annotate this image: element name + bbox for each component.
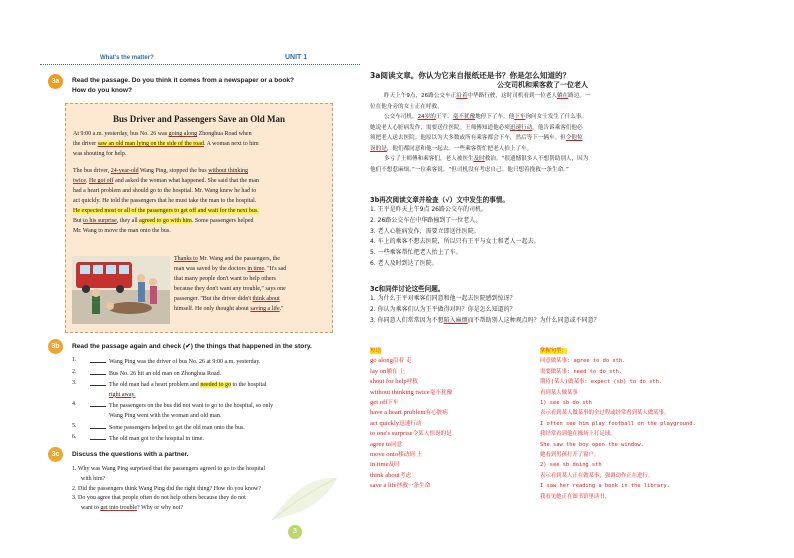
- phrase-item: [370, 388, 452, 398]
- pattern-line: I often see him play football on the playground.: [540, 420, 696, 427]
- phrases-list: [370, 346, 452, 492]
- list-item: [72, 433, 362, 445]
- phrase-get-into-trouble-cn: 陷入麻烦: [443, 316, 468, 324]
- phrase-cn: 拯救一条生命: [396, 483, 431, 490]
- text: was shouting for help.: [73, 151, 127, 157]
- cn-paragraph-2: [370, 112, 758, 154]
- phrase-cn: 令某人惊讶的是: [412, 431, 452, 438]
- text: , they all: [116, 218, 140, 224]
- item-text: The old man got to the hospital in time.: [109, 436, 204, 443]
- phrase-item: [370, 367, 452, 377]
- text: Mr. Wang to move the man onto the bus.: [73, 228, 171, 234]
- phrase-cn: 躺在 上: [386, 368, 405, 375]
- cn-3c-list: [370, 294, 600, 326]
- item-number: 4.: [72, 401, 77, 408]
- check-blank[interactable]: [90, 400, 106, 407]
- phrase-saving-a-life: saving a life: [250, 306, 280, 312]
- phrase-en: save a life: [370, 482, 397, 490]
- text: Zhonghua Road when: [197, 131, 252, 137]
- cn-paragraph-3: [370, 154, 758, 175]
- check-blank[interactable]: [90, 433, 106, 440]
- header-dotted-rule: [40, 64, 360, 65]
- phrase-item: [370, 450, 452, 460]
- list-item: [72, 368, 362, 380]
- underlined-phrase: 躺在: [556, 93, 569, 99]
- instruction-3c: Discuss the questions with a partner.: [72, 451, 189, 458]
- pattern-line: She saw the boy open the window.: [540, 441, 644, 448]
- cn-passage-title: 公交司机和乘客救了一位老人: [497, 81, 588, 89]
- text: 她说老人心脏病发作，需要送往医院。王师傅知道他必须: [370, 124, 510, 131]
- text: passenger. "But the driver didn't: [174, 296, 253, 302]
- text: Mr. Wang and the passengers, the: [197, 256, 280, 262]
- list-item-continued: [72, 391, 362, 401]
- pattern-line: 我看见她正在图书馆里读书。: [540, 493, 611, 500]
- list-item: 4. 车上的乘客不想去医院，所以只有王平与女士和老人一起去。: [370, 238, 540, 246]
- phrase-en: shout for help: [370, 378, 407, 386]
- item-number: 1.: [72, 357, 77, 363]
- text: 多亏了王师傅和乘客们，老人被医生: [384, 156, 474, 162]
- list-item: 1. 王平是昨天上午9点 26路公交车的司机。: [370, 206, 487, 213]
- underlined-phrase: 及时: [473, 156, 485, 162]
- cn-line: 他们不想惹麻烦，”一位乘客说。“但司机没有考虑自己。他只想着挽救一条生命。”: [370, 166, 569, 173]
- pattern-line: 表示看到某人做某事的全过程或经常看到某人做某事。: [540, 410, 670, 417]
- item-text: to the hospital: [230, 382, 267, 389]
- cn-3a-title: 3a阅读文章。你认为它来自报纸还是书？你是怎么知道的？: [370, 71, 571, 80]
- pattern-line: 我经常看到他在操场上打足球。: [540, 431, 616, 438]
- phrase-en: move onto: [370, 451, 399, 459]
- phrase-item: [370, 398, 452, 408]
- text: ，他们都同意和他一起去。一些乘客帮忙把老人抬上了车。: [386, 145, 533, 152]
- phrase-cn: 下车: [387, 400, 399, 407]
- phrase-item: [370, 419, 452, 429]
- cn-line: 位在他身旁的女士正在呼救。: [370, 103, 443, 110]
- item-text: The passengers on the bus did not want to go to the hospital, so only: [109, 403, 274, 410]
- cn-line: [370, 123, 758, 134]
- question-1-cont: with him?: [81, 475, 106, 482]
- question-3: 3. Do you agree that people often do not help others because they do not: [72, 495, 246, 502]
- passage-title: Bus Driver and Passengers Save an Old Man: [112, 114, 286, 124]
- marker-3c: 3c: [48, 447, 63, 462]
- text: ? Why or why not?: [137, 505, 183, 512]
- phrase-item: [370, 377, 452, 387]
- marker-3a: 3a: [48, 74, 63, 89]
- phrases-body: [370, 356, 452, 491]
- phrase-cn: 同意: [391, 441, 403, 448]
- cn-line: [370, 112, 758, 123]
- phrase-to-his-surprise: to his surprise: [83, 218, 117, 224]
- list-item: [72, 400, 362, 412]
- phrase-en: act quickly: [370, 419, 400, 427]
- underlined-phrase: 毫不犹豫: [452, 114, 476, 120]
- list-item: [72, 379, 362, 391]
- text: because they don't want any trouble," says one: [174, 286, 286, 292]
- pattern-line: 期待(某人)做某事: expect (sb) to do sth.: [540, 379, 663, 386]
- phrase-item: [370, 481, 452, 491]
- item-text: Wang Ping went with the woman and old man.: [109, 412, 222, 419]
- text: 路边。一: [568, 93, 591, 99]
- phrase-cn: 呼救: [406, 379, 418, 386]
- phrase-en: think about: [370, 471, 400, 479]
- phrase-en: agree to: [370, 440, 392, 448]
- pattern-line: 她看到男孩打开了窗户。: [540, 452, 600, 459]
- pattern-line: 2) see sb doing sth: [540, 462, 602, 469]
- underlined-phrase: 迅速行动: [509, 124, 533, 131]
- text: man was saved by the doctors: [174, 266, 248, 272]
- unit-label: UNIT 1: [285, 54, 308, 61]
- text: The bus driver,: [73, 168, 111, 174]
- text: .": [279, 306, 284, 312]
- phrase-cn: 沿着 走: [392, 358, 412, 365]
- page-number: 3: [288, 525, 302, 539]
- phrase-right-away: right away.: [109, 391, 136, 398]
- highlight-agreed-to-go: agreed to go with him: [139, 218, 192, 224]
- cn-3b-title: 3b再次阅读文章并检查（√）文中发生的事情。: [370, 196, 509, 204]
- question-1: 1. Why was Wang Ping surprised that the passengers agreed to go to the hospital: [72, 466, 266, 472]
- text: that many people don't want to help others: [174, 276, 276, 282]
- text: 而不帮助别人这种观点吗？为什么同意或不同意？: [467, 316, 600, 324]
- item-number: 3.: [72, 380, 77, 387]
- phrase-24-year-old: 24-year-old: [110, 168, 139, 174]
- phrase-en: lay on: [370, 367, 387, 375]
- phrase-en: have a heart problem: [370, 409, 426, 417]
- underlined-phrase: 沿着: [456, 93, 468, 99]
- phrase-get-into-trouble: get into trouble: [100, 505, 138, 512]
- instruction-3a: [72, 76, 294, 96]
- phrase-cn: 及时: [388, 462, 400, 469]
- item-text: Some passengers helped to get the old man onto the bus.: [109, 424, 245, 431]
- list-item: 2. 26路公交车在中华路撞到了一位老人。: [370, 216, 482, 224]
- cn-line: [370, 91, 758, 102]
- marker-3b: 3b: [48, 339, 63, 354]
- passage-paragraph-3: [174, 254, 325, 314]
- item-text: Bus No. 26 hit an old man on Zhonghua Road.: [109, 370, 222, 377]
- leaf-decoration: [262, 470, 342, 530]
- text: 。他告诉乘客们他必: [532, 124, 583, 131]
- passage-paragraph-1: [73, 129, 325, 159]
- text: himself. He only thought about: [174, 306, 251, 312]
- cn-3c-title: 3c和同伴讨论这些问题。: [370, 285, 445, 293]
- underlined-phrase: 令他惊: [565, 135, 583, 141]
- list-item: [370, 316, 600, 327]
- underlined-phrase: 24岁的: [417, 114, 436, 120]
- patterns-list: [540, 346, 696, 502]
- text: and asked the woman what happened. She said that the man: [113, 178, 259, 184]
- text: 王平，: [435, 114, 453, 120]
- item-number: 2.: [72, 368, 77, 375]
- list-item: [72, 422, 362, 434]
- phrase-without-thinking: without thinking: [208, 168, 249, 174]
- phrase-item: [370, 408, 452, 418]
- text: . "It's sad: [264, 266, 287, 272]
- phrase-item: [370, 471, 452, 481]
- highlight-old-man-lying: saw an old man lying on the side of the road: [97, 141, 204, 147]
- accident-illustration: [72, 256, 170, 324]
- list-item: 5. 一些乘客帮忙把老人抬上了车。: [370, 249, 462, 257]
- highlight-expected-passengers: He expected most or all of the passengers to get off and wait for the next bus.: [73, 208, 259, 214]
- item-text: The old man had a heart problem and: [109, 382, 201, 389]
- text: . Some passengers helped: [191, 218, 254, 224]
- page-header: [40, 55, 360, 65]
- text: 询问女士发生了什么事。: [525, 114, 587, 120]
- cn-line: [370, 154, 758, 165]
- list-item: 6. 老人及时到达了医院。: [370, 259, 438, 267]
- underlined-phrase: 下车: [514, 114, 526, 120]
- reading-passage: [65, 103, 333, 333]
- phrase-en: without thinking twice: [370, 388, 430, 396]
- item-text: Wang Ping was the driver of bus No. 26 at 9:00 a.m. yesterday.: [109, 359, 261, 365]
- phrase-cn: 迅速行动: [399, 420, 422, 427]
- item-number: 5.: [72, 422, 77, 429]
- instruction-3a-line2: How do you know?: [72, 87, 133, 94]
- phrase-cn: 毫不犹豫: [429, 389, 453, 396]
- cn-3b-list: [370, 205, 540, 270]
- pattern-line: 看到某人做某事: [540, 389, 578, 396]
- phrase-en: in time: [370, 461, 389, 469]
- checklist-3b: [72, 356, 362, 445]
- phrase-item: [370, 356, 452, 366]
- list-item: 2. 你认为乘客们认为王平做得对吗？你是怎么知道的？: [370, 305, 516, 313]
- cn-line: [370, 144, 758, 155]
- list-item: 1. 为什么王平对乘客们同意和他一起去医院感到惊讶？: [370, 295, 516, 302]
- text: want to: [81, 505, 101, 512]
- instruction-3b: Read the passage again and check (✔) the things that happened in the story.: [72, 343, 312, 350]
- cn-paragraph-1: [370, 91, 758, 112]
- check-blank[interactable]: [90, 368, 106, 375]
- pattern-line: I saw her reading a book in the library.: [540, 483, 670, 490]
- text: 地停下了车。他: [475, 114, 515, 120]
- pattern-line: 表示看到某人正在做某事，强调动作正在进行。: [540, 472, 654, 479]
- underlined-phrase: 讶的是: [370, 145, 387, 152]
- question-2: 2. Did the passengers think Wang Ping did the right thing? How do you know?: [72, 485, 261, 492]
- check-blank[interactable]: [90, 379, 106, 386]
- text: Wang Ping, stopped the bus: [138, 168, 209, 174]
- phrase-en: get off: [370, 399, 388, 407]
- item-number: 6.: [72, 434, 77, 441]
- passage-paragraph-2: [73, 166, 325, 236]
- check-blank[interactable]: [90, 422, 106, 429]
- section-label: What's the matter?: [100, 55, 154, 61]
- phrase-cn: 考虑: [399, 472, 412, 479]
- phrase-cn: 移动到 上: [398, 452, 423, 459]
- phrase-in-time: in time: [247, 266, 265, 272]
- text: .: [86, 178, 89, 184]
- text: 中华路行驶，这时司机看到一位老人: [467, 93, 557, 99]
- list-item: 3. 老人心脏病发作，需要立即送往医院。: [370, 227, 480, 235]
- text: act quickly. He told the passengers that he must take the man to the hospital.: [73, 198, 257, 204]
- phrase-cn: 有心脏病: [425, 410, 448, 417]
- phrase-go-along: going along: [168, 131, 198, 137]
- phrase-en: go along: [370, 357, 393, 365]
- text: 须把老人送去医院。他原以为大多数或所有乘客都会下车，然后等下一辆车。但: [370, 135, 566, 141]
- pattern-line: 同意做某事: agree to do sth.: [540, 358, 626, 365]
- cn-line: [370, 133, 758, 144]
- text: At 9:00 a.m. yesterday, bus No. 26 was: [73, 131, 169, 137]
- text: the driver: [73, 141, 98, 147]
- phrase-item: [370, 440, 452, 450]
- list-item-continued: [72, 412, 362, 422]
- text: But: [73, 218, 84, 224]
- phrase-en: to one's surprise: [370, 430, 413, 438]
- text: 救治。“很遗憾很多人不想帮助别人，因为: [484, 156, 589, 162]
- pattern-line: 1) see sb do sth: [540, 400, 592, 407]
- text: 公交车司机，: [384, 114, 418, 120]
- check-blank[interactable]: [90, 356, 106, 363]
- phrase-got-off: He got off: [89, 178, 114, 184]
- phrase-item: [370, 429, 452, 439]
- list-item: [72, 356, 362, 368]
- text: 昨天上午9点，26路公交车正: [384, 93, 457, 99]
- phrase-thanks-to: Thanks to: [174, 256, 198, 262]
- text: 3. 你同意人们常常因为不想: [370, 316, 444, 324]
- text: . A woman next to him: [203, 141, 259, 147]
- patterns-title: 掌握句型：: [540, 348, 567, 354]
- phrases-title: 短语: [370, 348, 382, 354]
- text: had a heart problem and should go to the hospital. Mr. Wang knew he had to: [73, 188, 257, 194]
- patterns-body: [540, 356, 696, 502]
- phrase-twice: twice: [73, 178, 86, 184]
- phrase-item: [370, 460, 452, 470]
- highlight-needed-to-go: needed to go: [200, 382, 231, 389]
- instruction-3a-line1: Read the passage. Do you think it comes from a newspaper or a book?: [72, 77, 295, 84]
- phrase-think-about: think about: [252, 296, 280, 302]
- pattern-line: 需要做某事: need to do sth.: [540, 368, 623, 375]
